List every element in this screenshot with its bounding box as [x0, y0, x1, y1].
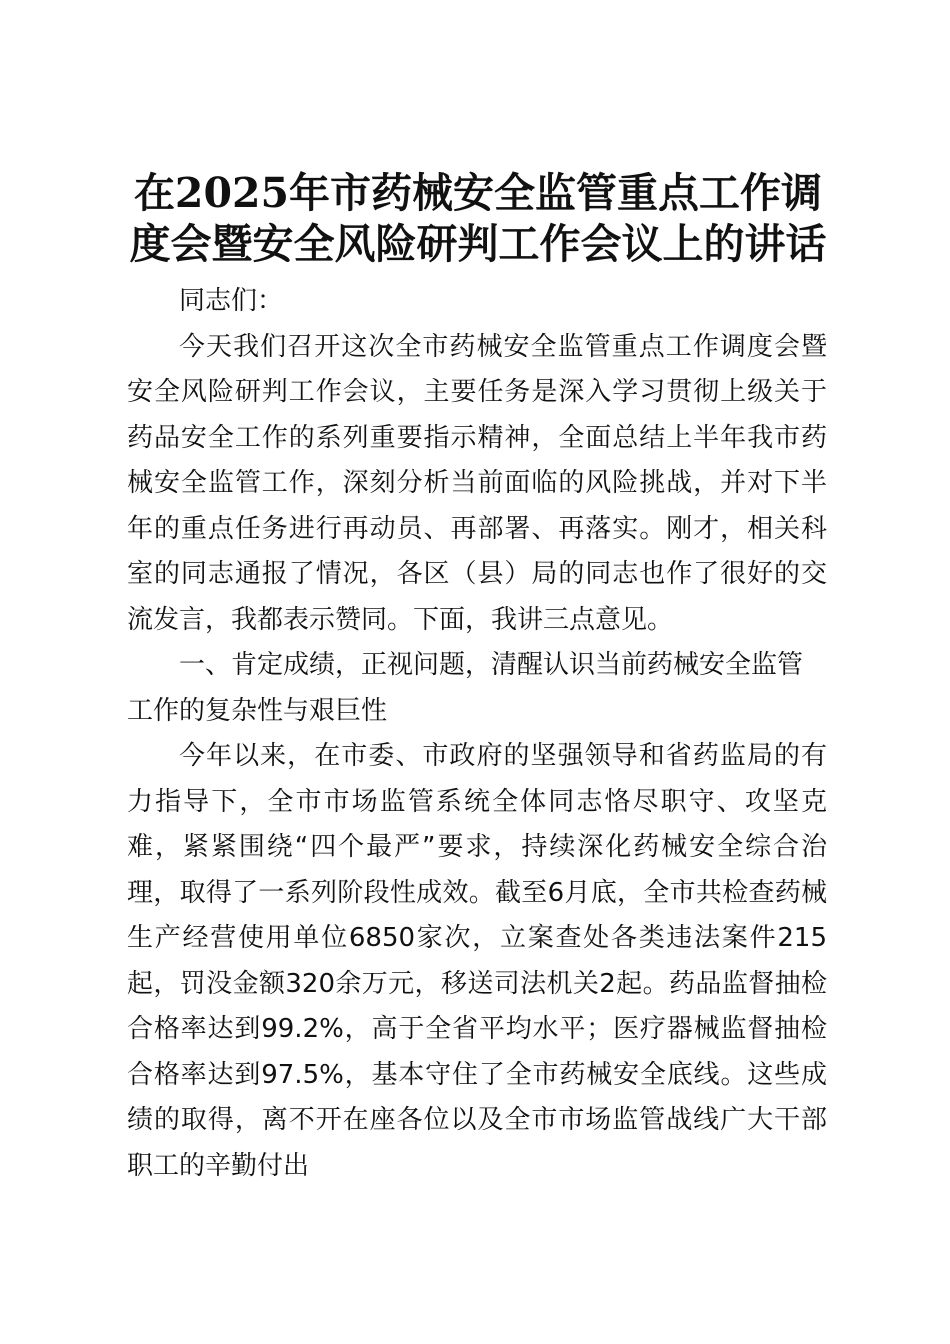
document-title: 在2025年市药械安全监管重点工作调度会暨安全风险研判工作会议上的讲话: [129, 169, 827, 268]
greeting: 同志们：: [179, 286, 284, 316]
paragraph-achievements: 今年以来，在市委、市政府的坚强领导和省药监局的有力指导下，全市市场监管系统全体同志恪尽职守、攻坚克难，紧紧围绕“四个最严”要求，持续深化药械安全综合治理，取得了一系列阶段性成效。截至6月底，全市共检查药械生产经营使用单位6850家次，立案查处各类违法案件215起，罚没金额320余万元，移送司法机关2起。药品监督抽检合格率达到99.2%，高于全省平均水平；医疗器械监督抽检合格率达到97.5%，基本守住了全市药械安全底线。这些成绩的取得，离不开在座各位以及全市市场监管战线广大干部职工的辛勤付出: [127, 741, 827, 1181]
document-body: [127, 279, 827, 1189]
section-heading-1: 一、肯定成绩，正视问题，清醒认识当前药械安全监管工作的复杂性与艰巨性: [127, 650, 804, 726]
paragraph-intro: 今天我们召开这次全市药械安全监管重点工作调度会暨安全风险研判工作会议，主要任务是深入学习贯彻上级关于药品安全工作的系列重要指示精神，全面总结上半年我市药械安全监管工作，深刻分析当前面临的风险挑战，并对下半年的重点任务进行再动员、再部署、再落实。刚才，相关科室的同志通报了情况，各区（县）局的同志也作了很好的交流发言，我都表示赞同。下面，我讲三点意见。: [127, 331, 827, 635]
